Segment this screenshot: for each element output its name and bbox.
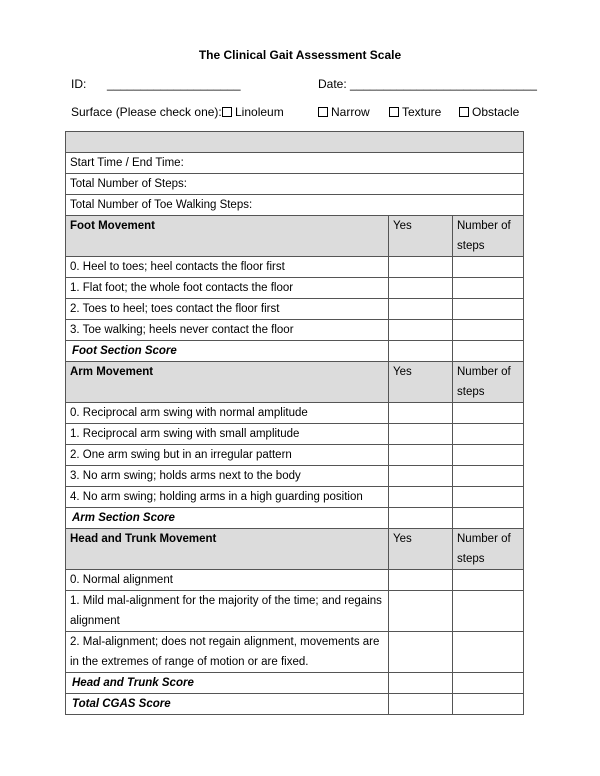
section-title: Foot Movement: [66, 216, 389, 257]
date-field[interactable]: [318, 77, 537, 91]
table-row: [66, 299, 524, 320]
steps-cell[interactable]: [453, 466, 524, 487]
checkbox-icon[interactable]: [222, 107, 232, 117]
yes-cell[interactable]: [389, 424, 453, 445]
table-row: [66, 445, 524, 466]
steps-cell[interactable]: [453, 632, 524, 673]
surface-option-narrow[interactable]: [318, 105, 370, 119]
column-steps: Number of steps: [453, 529, 524, 570]
table-row: [66, 591, 524, 632]
column-steps: Number of steps: [453, 362, 524, 403]
item-label: 1. Reciprocal arm swing with small amplitude: [66, 424, 389, 445]
score-label: Foot Section Score: [66, 341, 389, 362]
score-steps-cell[interactable]: [453, 508, 524, 529]
score-yes-cell[interactable]: [389, 508, 453, 529]
steps-cell[interactable]: [453, 403, 524, 424]
column-yes: Yes: [389, 529, 453, 570]
table-header-band: [66, 132, 524, 153]
score-row-total: [66, 694, 524, 715]
section-title: Arm Movement: [66, 362, 389, 403]
item-label: 0. Normal alignment: [66, 570, 389, 591]
yes-cell[interactable]: [389, 278, 453, 299]
id-field[interactable]: [71, 77, 241, 91]
score-yes-cell[interactable]: [389, 341, 453, 362]
page-title: The Clinical Gait Assessment Scale: [198, 48, 402, 62]
surface-option-label: Linoleum: [235, 105, 284, 119]
checkbox-icon[interactable]: [318, 107, 328, 117]
checkbox-icon[interactable]: [389, 107, 399, 117]
score-yes-cell[interactable]: [389, 673, 453, 694]
item-label: 0. Reciprocal arm swing with normal amplitude: [66, 403, 389, 424]
table-row: [66, 424, 524, 445]
date-blank: ____________________________: [350, 77, 537, 91]
score-row-foot: [66, 341, 524, 362]
steps-cell[interactable]: [453, 299, 524, 320]
column-steps: Number of steps: [453, 216, 524, 257]
score-row-head-trunk: [66, 673, 524, 694]
steps-cell[interactable]: [453, 424, 524, 445]
item-label: 3. No arm swing; holds arms next to the body: [66, 466, 389, 487]
item-label: 3. Toe walking; heels never contact the floor: [66, 320, 389, 341]
item-label: 2. Mal-alignment; does not regain alignment, movements are in the extremes of range of motion or are fixed.: [66, 632, 389, 673]
steps-cell[interactable]: [453, 320, 524, 341]
yes-cell[interactable]: [389, 320, 453, 341]
info-start-end-time[interactable]: Start Time / End Time:: [66, 153, 524, 174]
info-toe-steps[interactable]: Total Number of Toe Walking Steps:: [66, 195, 524, 216]
steps-cell[interactable]: [453, 487, 524, 508]
yes-cell[interactable]: [389, 466, 453, 487]
item-label: 4. No arm swing; holding arms in a high guarding position: [66, 487, 389, 508]
surface-option-label: Obstacle: [472, 105, 520, 119]
yes-cell[interactable]: [389, 257, 453, 278]
table-row: [66, 278, 524, 299]
info-row-time: [66, 153, 524, 174]
score-steps-cell[interactable]: [453, 673, 524, 694]
total-yes-cell[interactable]: [389, 694, 453, 715]
section-header-arm: [66, 362, 524, 403]
surface-option-label: Narrow: [331, 105, 370, 119]
score-row-arm: [66, 508, 524, 529]
checkbox-icon[interactable]: [459, 107, 469, 117]
steps-cell[interactable]: [453, 591, 524, 632]
table-row: [66, 403, 524, 424]
item-label: 1. Flat foot; the whole foot contacts the floor: [66, 278, 389, 299]
score-label: Arm Section Score: [66, 508, 389, 529]
yes-cell[interactable]: [389, 487, 453, 508]
section-header-foot: [66, 216, 524, 257]
surface-option-texture[interactable]: [389, 105, 441, 119]
surface-option-label: Texture: [402, 105, 442, 119]
info-total-steps[interactable]: Total Number of Steps:: [66, 174, 524, 195]
section-header-head-trunk: [66, 529, 524, 570]
column-yes: Yes: [389, 216, 453, 257]
cgas-table: [65, 131, 524, 715]
table-row: [66, 466, 524, 487]
item-label: 0. Heel to toes; heel contacts the floor first: [66, 257, 389, 278]
yes-cell[interactable]: [389, 591, 453, 632]
yes-cell[interactable]: [389, 632, 453, 673]
yes-cell[interactable]: [389, 403, 453, 424]
item-label: 2. One arm swing but in an irregular pattern: [66, 445, 389, 466]
yes-cell[interactable]: [389, 570, 453, 591]
score-label: Head and Trunk Score: [66, 673, 389, 694]
info-row-steps: [66, 174, 524, 195]
yes-cell[interactable]: [389, 445, 453, 466]
section-title: Head and Trunk Movement: [66, 529, 389, 570]
table-row: [66, 257, 524, 278]
column-yes: Yes: [389, 362, 453, 403]
steps-cell[interactable]: [453, 445, 524, 466]
steps-cell[interactable]: [453, 278, 524, 299]
date-label: Date:: [318, 77, 347, 91]
table-row: [66, 570, 524, 591]
surface-option-obstacle[interactable]: [459, 105, 519, 119]
total-steps-cell[interactable]: [453, 694, 524, 715]
surface-label: Surface (Please check one):: [71, 105, 222, 119]
id-label: ID:: [71, 77, 87, 91]
yes-cell[interactable]: [389, 299, 453, 320]
table-row: [66, 632, 524, 673]
table-row: [66, 320, 524, 341]
surface-option-linoleum[interactable]: [222, 105, 284, 119]
id-blank: ____________________: [107, 77, 241, 91]
total-score-label: Total CGAS Score: [66, 694, 389, 715]
item-label: 2. Toes to heel; toes contact the floor first: [66, 299, 389, 320]
info-row-toe: [66, 195, 524, 216]
table-row: [66, 487, 524, 508]
steps-cell[interactable]: [453, 257, 524, 278]
score-steps-cell[interactable]: [453, 341, 524, 362]
steps-cell[interactable]: [453, 570, 524, 591]
item-label: 1. Mild mal-alignment for the majority of the time; and regains alignment: [66, 591, 389, 632]
